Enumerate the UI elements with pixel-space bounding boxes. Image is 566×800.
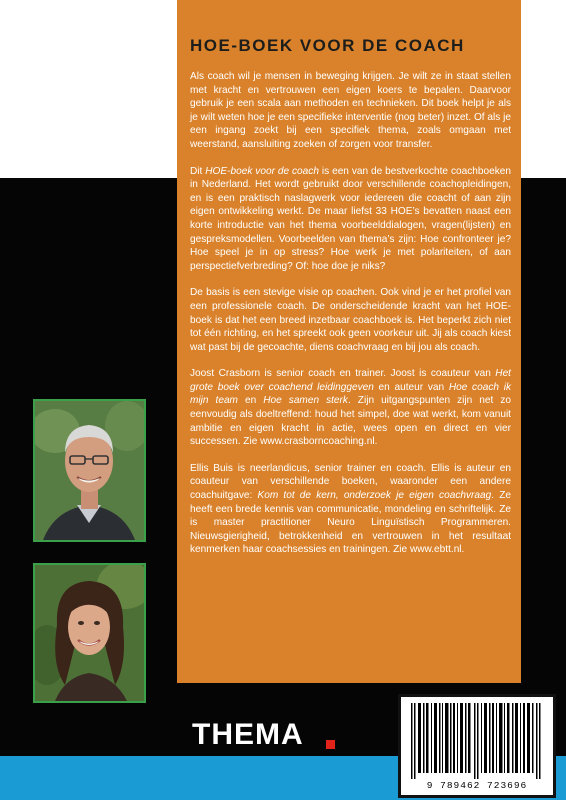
paragraph-author-ellis [190,462,511,557]
book-title-italic: Hoe coach ik mijn team [190,381,511,407]
text-segment: en auteur van [373,381,449,393]
isbn-number: 9 789462 723696 [426,780,528,791]
text-segment: . Zijn uitgangspunten zijn net zo eenvoudig als doeltreffend: houd het simpel, doe wat werkt, kom vanuit ambitie en eigen kracht in actie, wees open en direct en vier successen. Zie www.crasborncoaching.nl. [190,395,511,448]
publisher-logo: THEMA [192,718,304,751]
paragraph-bestseller [190,165,511,274]
book-title-italic: HOE-boek voor de coach [205,165,319,177]
text-segment: Ellis Buis is neerlandicus, senior trainer en coach. Ellis is auteur en coauteur van verschillende boeken, waaronder een andere coachuitgave: [190,462,511,502]
text-segment: Joost Crasborn is senior coach en trainer. Joost is coauteur van [190,368,496,380]
text-panel [177,0,521,683]
portrait-woman-image [35,565,144,701]
paragraph-author-joost [190,367,511,449]
paragraph-basis: De basis is een stevige visie op coachen. Ook vind je er het profiel van een professionele coach. De onderscheidende kracht van het HOE-boek is dat het een breed inzetbaar coachboek is. Het beperkt zich niet tot één richting, en het spreekt ook geen voorkeur uit. Jij als coach kiest wat past bij de gecoachte, diens coachvraag en bij jou als coach. [190,287,511,353]
text-segment: is een van de bestverkochte coachboeken in Nederland. Het wordt gebruikt door verschillende coachopleidingen, en is een praktisch naslagwerk voor iedereen die coacht of aan zijn eigen ontwikkeling werkt. De maar liefst 33 HOE’s bevatten naast een korte introductie van het thema voorbeelddialogen, vragen(lijsten) en gespreksmodellen. Voorbeelden van thema’s zijn: Hoe confronteer je? Hoe speel je in op stress? Hoe werk je met polariteiten, of aan perspectiefverbreding? Of: hoe doe je niks? [190,165,511,272]
book-title-italic: Het grote boek over coachend leidinggeven [190,368,511,393]
portrait-man-image [35,401,144,540]
author-photo-joost [33,399,146,542]
barcode-bars [401,701,553,781]
logo-red-dot [326,740,335,749]
text-segment: . Ze heeft een brede kennis van communicatie, mondeling en schriftelijk. Ze is master practitioner Neuro Linguïstisch Programmeren. Nieuwsgierigheid, betrokkenheid en vertrouwen in het resultaat kenmerken haar coachsessies en trainingen. Zie www.ebtt.nl. [190,490,511,556]
author-photo-ellis [33,563,146,703]
text-segment: Dit [190,165,206,177]
isbn-barcode [398,694,556,798]
text-segment: en [237,395,264,407]
book-title-italic: Kom tot de kern, onderzoek je eigen coachvraag [257,490,492,502]
paragraph-intro: Als coach wil je mensen in beweging krijgen. Je wilt ze in staat stellen met kracht en vertrouwen een eigen koers te bepalen. Daarvoor gebruik je een scala aan methoden en technieken. Dit boek helpt je als je wilt weten hoe je een specifieke interventie (nog beter) inzet. Of als je een ingang zoekt bij een specifiek thema, zoals omgaan met weerstand, aansluiting zoeken of zorgen voor transfer. [190,71,511,150]
book-title: HOE-BOEK VOOR DE COACH [190,36,465,55]
book-title-italic: Hoe samen sterk [263,395,348,407]
